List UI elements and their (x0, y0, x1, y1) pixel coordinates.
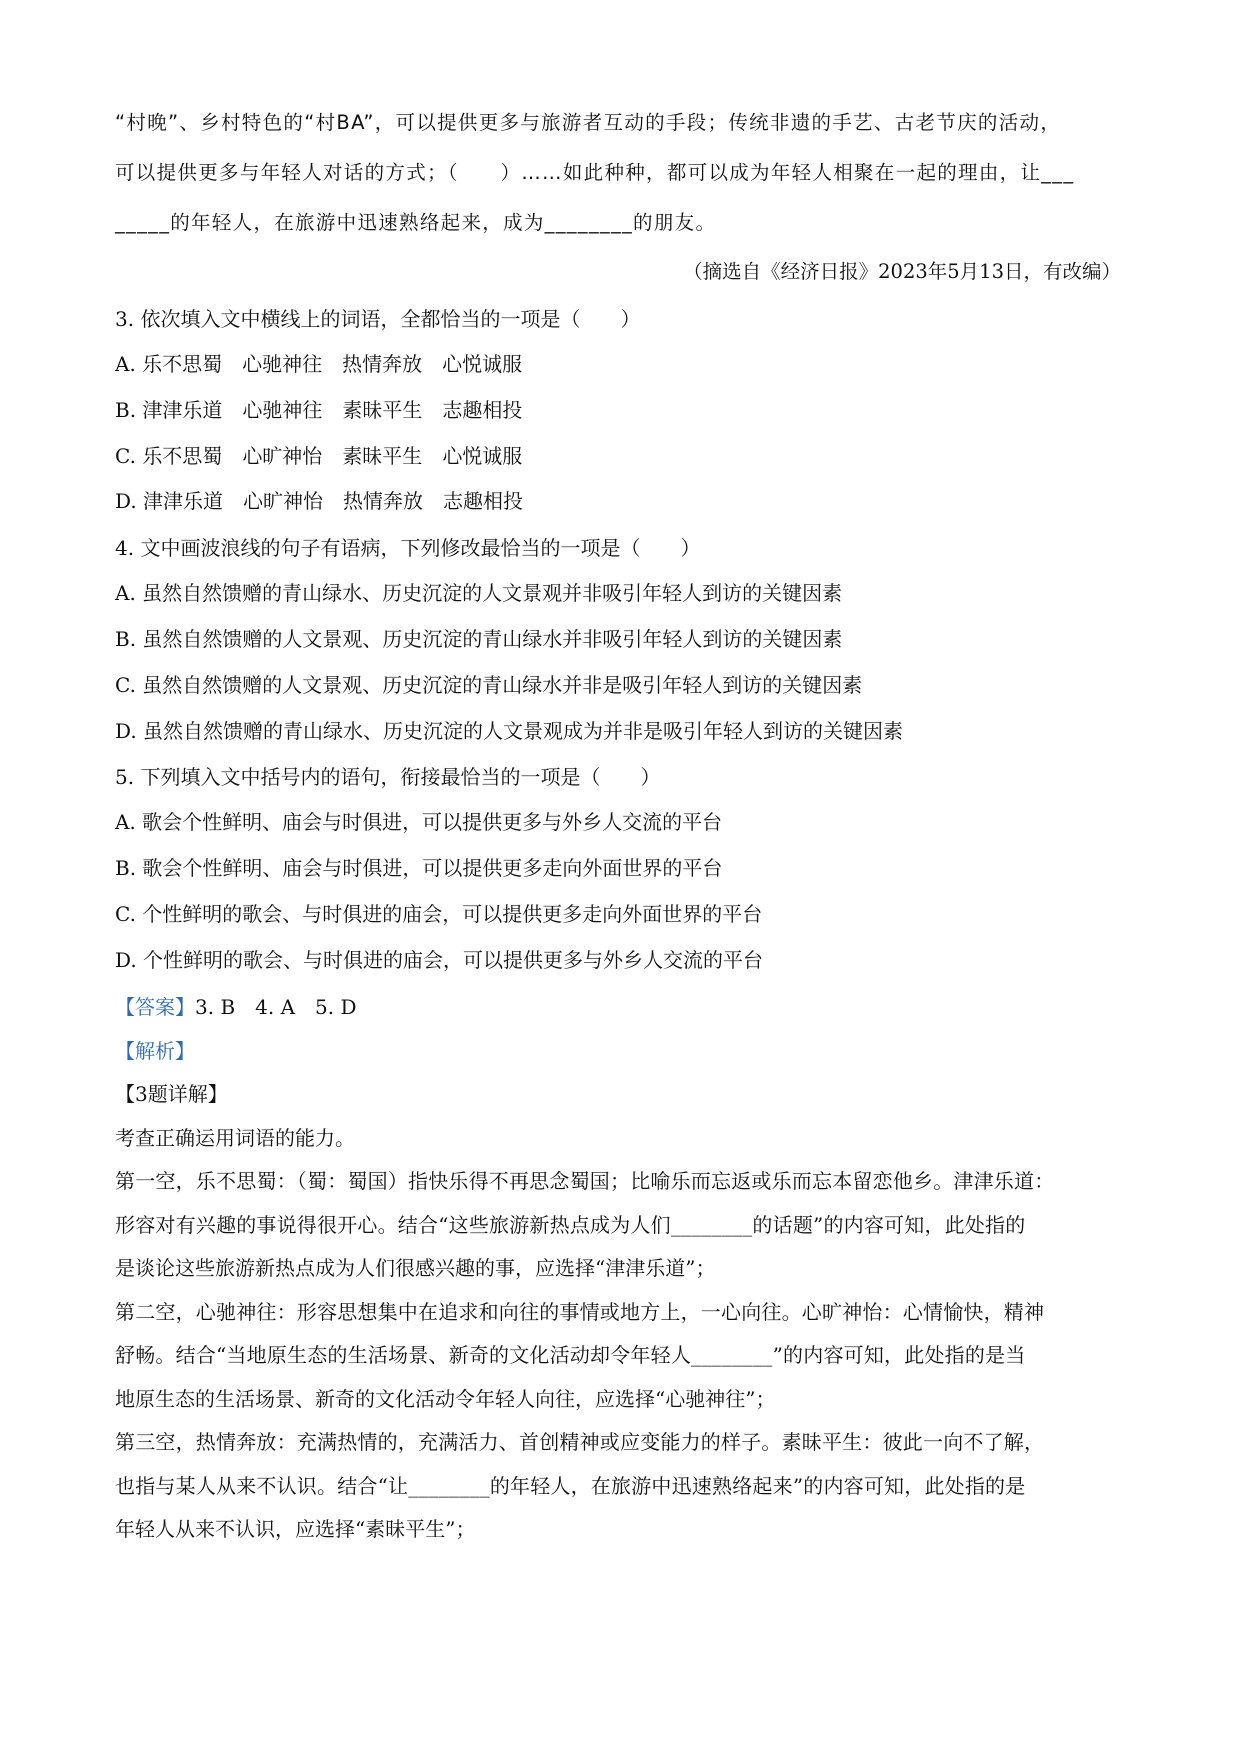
analysis-line: 第三空，热情奔放：充满热情的，充满活力、首创精神或应变能力的样子。素昧平生：彼此一向不了解， (115, 1430, 1045, 1455)
analysis-line: 第二空，心驰神往：形容思想集中在追求和向往的事情或地方上，一心向往。心旷神怡：心情愉快，精神 (115, 1299, 1045, 1324)
analysis-line: 也指与某人从来不认识。结合“让________的年轻人，在旅游中迅速熟络起来”的内容可知，此处指的是 (115, 1473, 1026, 1498)
passage-line: 可以提供更多与年轻人对话的方式；（ ）……如此种种，都可以成为年轻人相聚在一起的理由，让___ (115, 161, 1075, 184)
answer-text: 3. B 4. A 5. D (195, 994, 357, 1019)
option-a (115, 342, 1135, 388)
option-word: 津津乐道 (143, 489, 224, 514)
question-stem: 5. 下列填入文中括号内的语句，衔接最恰当的一项是（ ） (115, 765, 661, 790)
analysis-line: 是谈论这些旅游新热点成为人们很感兴趣的事，应选择“津津乐道”； (115, 1256, 716, 1281)
option-word: 乐不思蜀 (142, 443, 223, 468)
option-word: 热情奔放 (343, 489, 424, 514)
question-stem: 3. 依次填入文中横线上的词语，全都恰当的一项是（ ） (115, 307, 641, 331)
option-word: 素昧平生 (342, 397, 423, 422)
option-letter: B. (115, 397, 137, 422)
option-d (115, 479, 1135, 525)
option-a: A. 歌会个性鲜明、庙会与时俱进，可以提供更多与外乡人交流的平台 (115, 810, 723, 835)
analysis-line: 舒畅。结合“当地原生态的生活场景、新奇的文化活动却令年轻人________”的内容可知，此处指的是当 (115, 1343, 1026, 1368)
option-word: 乐不思蜀 (142, 352, 223, 376)
option-word: 志趣相投 (442, 397, 523, 422)
analysis-line: 形容对有兴趣的事说得很开心。结合“这些旅游新热点成为人们________的话题”的内容可知，此处指的 (115, 1212, 1026, 1237)
option-letter: D. (115, 489, 137, 514)
analysis-line: 第一空，乐不思蜀：（蜀：蜀国）指快乐得不再思念蜀国；比喻乐而忘返或乐而忘本留恋他乡。津津乐道： (115, 1169, 1055, 1194)
question-stem: 4. 文中画波浪线的句子有语病，下列修改最恰当的一项是（ ） (115, 536, 701, 561)
option-b: B. 歌会个性鲜明、庙会与时俱进，可以提供更多走向外面世界的平台 (115, 856, 723, 881)
analysis-line: 考查正确运用词语的能力。 (115, 1125, 355, 1150)
question-3 (115, 296, 1135, 525)
option-c: C. 个性鲜明的歌会、与时俱进的庙会，可以提供更多走向外面世界的平台 (115, 901, 763, 926)
option-letter: A. (115, 352, 136, 376)
option-letter: C. (115, 443, 136, 468)
option-d: D. 个性鲜明的歌会、与时俱进的庙会，可以提供更多与外乡人交流的平台 (115, 947, 764, 972)
option-word: 素昧平生 (342, 443, 423, 468)
option-word: 心悦诚服 (442, 352, 523, 376)
passage-line: _____的年轻人，在旅游中迅速熟络起来，成为________的朋友。 (115, 211, 717, 234)
passage-line: “村晚”、乡村特色的“村BA”，可以提供更多与旅游者互动的手段；传统非遗的手艺、古老节庆的活动， (115, 111, 1062, 134)
q3-heading: 【3题详解】 (115, 1082, 228, 1107)
option-b (115, 388, 1135, 434)
option-c (115, 434, 1135, 480)
option-word: 心旷神怡 (243, 489, 324, 514)
option-word: 心驰神往 (242, 397, 323, 422)
option-d: D. 虽然自然馈赠的青山绿水、历史沉淀的人文景观成为并非是吸引年轻人到访的关键因素 (115, 718, 904, 743)
option-c: C. 虽然自然馈赠的人文景观、历史沉淀的青山绿水并非是吸引年轻人到访的关键因素 (115, 672, 863, 697)
question-5 (115, 754, 1135, 983)
analysis-line: 地原生态的生活场景、新奇的文化活动令年轻人向往，应选择“心驰神往”； (115, 1386, 776, 1411)
option-word: 热情奔放 (342, 352, 423, 376)
question-4 (115, 525, 1135, 754)
answer-label: 【答案】 (115, 994, 195, 1019)
option-a: A. 虽然自然馈赠的青山绿水、历史沉淀的人文景观并非吸引年轻人到访的关键因素 (115, 581, 843, 606)
passage (115, 98, 1135, 248)
analysis-line: 年轻人从来不认识，应选择“素昧平生”； (115, 1517, 476, 1542)
option-word: 心悦诚服 (442, 443, 523, 468)
option-word: 心旷神怡 (242, 443, 323, 468)
analysis-label: 【解析】 (115, 1038, 195, 1063)
option-b: B. 虽然自然馈赠的人文景观、历史沉淀的青山绿水并非吸引年轻人到访的关键因素 (115, 626, 843, 651)
passage-source: （摘选自《经济日报》2023年5月13日，有改编） (683, 260, 1121, 283)
answer-line (115, 984, 1135, 1030)
option-word: 津津乐道 (142, 397, 223, 422)
analysis (115, 1030, 1135, 1552)
option-word: 心驰神往 (242, 352, 323, 376)
document-page (115, 98, 1135, 1552)
option-word: 志趣相投 (443, 489, 524, 514)
